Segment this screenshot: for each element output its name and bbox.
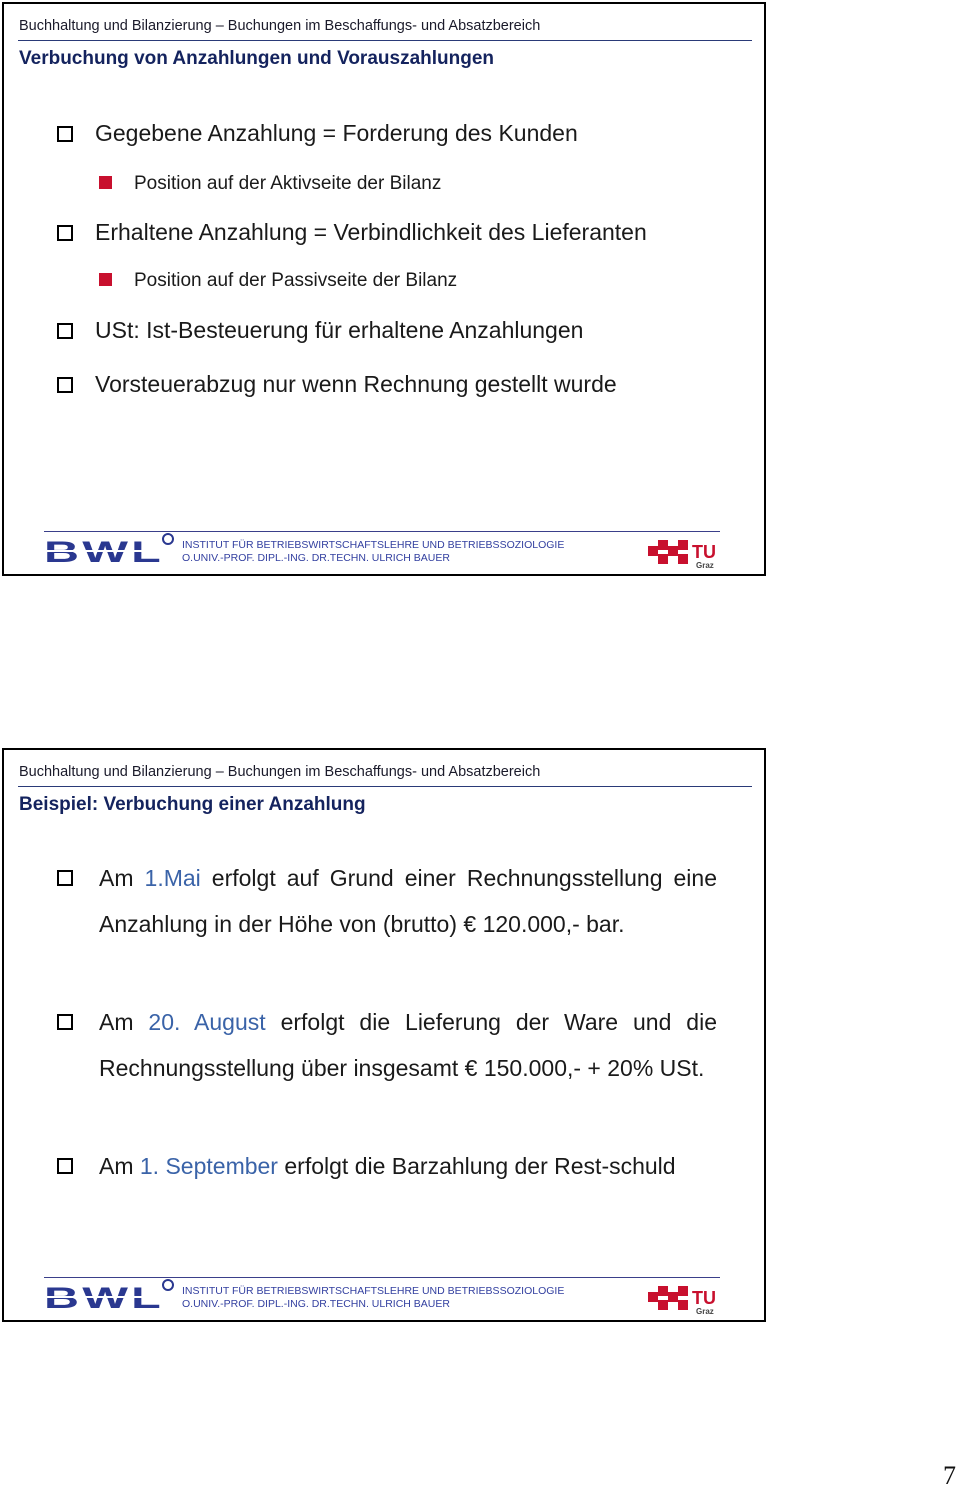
item-text: erfolgt die Lieferung der Ware und die Rechnungsstellung über insgesamt € 150.000,- + 20% USt. (99, 1009, 718, 1081)
bullet-text: USt: Ist-Besteuerung für erhaltene Anzahlungen (95, 317, 584, 343)
red-square-bullet-icon (99, 176, 112, 189)
sub-bullet-text: Position auf der Aktivseite der Bilanz (134, 173, 442, 194)
slide-header: Buchhaltung und Bilanzierung – Buchungen im Beschaffungs- und Absatzbereich (19, 764, 541, 780)
svg-text:BWL: BWL (44, 1282, 164, 1313)
professor-name: O.UNIV.-PROF. DIPL.-ING. DR.TECHN. ULRICH BAUER (182, 552, 450, 564)
sub-bullet-item (99, 173, 441, 195)
svg-text:Graz: Graz (696, 1307, 714, 1316)
item-text: erfolgt auf Grund einer Rechnungsstellung eine Anzahlung in der Höhe von (brutto) € 120.000,- bar. (99, 865, 717, 937)
header-divider (18, 786, 752, 787)
bullet-item (57, 120, 714, 147)
bullet-text: Vorsteuerabzug nur wenn Rechnung gestellt wurde (95, 371, 617, 397)
slide-header: Buchhaltung und Bilanzierung – Buchungen im Beschaffungs- und Absatzbereich (19, 18, 541, 34)
bullet-item (57, 317, 714, 344)
svg-text:BWL: BWL (44, 536, 164, 567)
institute-name: INSTITUT FÜR BETRIEBSWIRTSCHAFTSLEHRE UND BETRIEBSSOZIOLOGIE (182, 1285, 565, 1297)
page-number: 7 (943, 1461, 956, 1490)
item-text: erfolgt die Barzahlung der Rest-schuld (277, 1153, 676, 1179)
tu-graz-logo-icon (646, 1282, 726, 1318)
item-date: 1. September (139, 1153, 278, 1179)
tu-graz-logo-icon (646, 536, 726, 572)
example-item (57, 999, 717, 1091)
bullet-item (57, 371, 714, 398)
checkbox-bullet-icon (57, 126, 73, 142)
institute-name: INSTITUT FÜR BETRIEBSWIRTSCHAFTSLEHRE UND BETRIEBSSOZIOLOGIE (182, 539, 565, 551)
slide-title: Beispiel: Verbuchung einer Anzahlung (19, 794, 366, 815)
header-divider (18, 40, 752, 41)
example-item (57, 1143, 717, 1189)
sub-bullet-item (99, 270, 457, 292)
slide-1 (2, 2, 766, 576)
example-item (57, 855, 717, 947)
item-prefix: Am (99, 865, 145, 891)
item-date: 1.Mai (144, 865, 201, 891)
checkbox-bullet-icon (57, 377, 73, 393)
sub-bullet-text: Position auf der Passivseite der Bilanz (134, 270, 458, 291)
red-square-bullet-icon (99, 273, 112, 286)
checkbox-bullet-icon (57, 1158, 73, 1174)
svg-text:Graz: Graz (696, 561, 714, 570)
checkbox-bullet-icon (57, 1014, 73, 1030)
item-prefix: Am (99, 1153, 140, 1179)
checkbox-bullet-icon (57, 870, 73, 886)
item-prefix: Am (99, 1009, 149, 1035)
bwl-logo-icon (42, 1277, 177, 1313)
checkbox-bullet-icon (57, 323, 73, 339)
bullet-text: Gegebene Anzahlung = Forderung des Kunden (95, 120, 578, 146)
item-date: 20. August (148, 1009, 266, 1035)
bwl-logo-icon (42, 531, 177, 567)
bullet-item (57, 219, 714, 246)
slide-title: Verbuchung von Anzahlungen und Vorauszahlungen (19, 48, 495, 69)
svg-text:TU: TU (692, 542, 716, 562)
slide-2 (2, 748, 766, 1322)
checkbox-bullet-icon (57, 225, 73, 241)
bullet-text: Erhaltene Anzahlung = Verbindlichkeit des Lieferanten (95, 219, 647, 245)
professor-name: O.UNIV.-PROF. DIPL.-ING. DR.TECHN. ULRICH BAUER (182, 1298, 450, 1310)
svg-text:TU: TU (692, 1288, 716, 1308)
